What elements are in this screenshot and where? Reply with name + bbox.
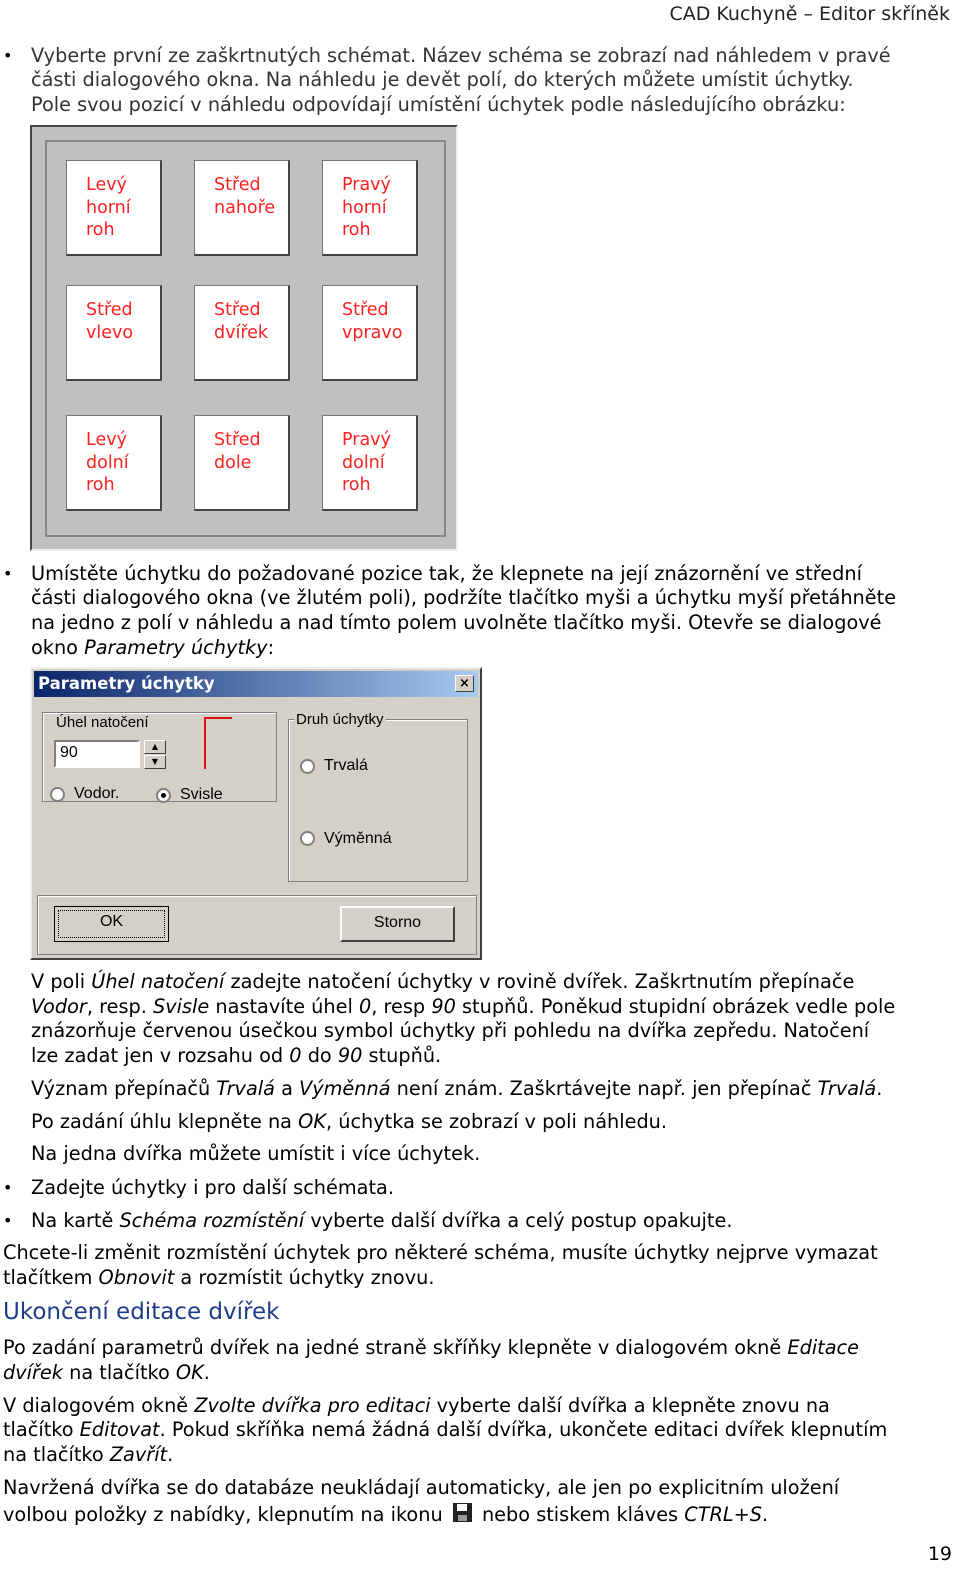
handle-symbol-vertical [204, 717, 206, 769]
bullet: • [3, 1211, 13, 1230]
text-line: okno Parametry úchytky: [31, 636, 275, 659]
close-button[interactable]: × [455, 675, 474, 692]
handle-parameters-dialog [30, 667, 482, 960]
text-line: dvířek na tlačítko OK. [3, 1361, 210, 1384]
text-line: Pole svou pozicí v náhledu odpovídají umístění úchytek podle následujícího obrázku: [31, 93, 846, 116]
text-line: na tlačítko Zavřít. [3, 1443, 174, 1466]
text-line: Chcete-li změnit rozmístění úchytek pro některé schéma, musíte úchytky nejprve vymazat [3, 1241, 878, 1264]
dialog-titlebar [34, 671, 478, 697]
grid-cell: Levý horní roh [66, 160, 162, 256]
type-group [288, 719, 468, 882]
text-line: na jedno z polí v náhledu a nad tímto polem uvolněte tlačítko myši. Otevře se dialogové [31, 611, 882, 634]
radio-replaceable-label: Výměnná [324, 830, 392, 847]
type-group-label: Druh úchytky [296, 711, 384, 728]
spin-up-button[interactable]: ▲ [144, 740, 166, 754]
cancel-button[interactable]: Storno [340, 906, 455, 942]
text-line: Umístěte úchytku do požadované pozice tak, že klepnete na její znázornění ve střední [31, 562, 862, 585]
handle-symbol-horizontal [204, 717, 232, 719]
radio-vertical[interactable] [156, 788, 171, 803]
text-line: Vodor, resp. Svisle nastavíte úhel 0, resp 90 stupňů. Poněkud stupidní obrázek vedle pole [31, 995, 896, 1018]
grid-cell: Střed nahoře [194, 160, 290, 256]
text-line: V dialogovém okně Zvolte dvířka pro editaci vyberte další dvířka a klepněte znovu na [3, 1394, 830, 1417]
text-line: části dialogového okna. Na náhledu je devět polí, do kterých můžete umístit úchytky. [31, 68, 854, 91]
text-line: volbou položky z nabídky, klepnutím na ikonu nebo stiskem kláves CTRL+S. [3, 1503, 769, 1526]
text-line: Vyberte první ze zaškrtnutých schémat. Název schéma se zobrazí nad náhledem v pravé [31, 44, 891, 67]
ok-button[interactable]: OK [54, 906, 169, 942]
page-header: CAD Kuchyně – Editor skříněk [669, 3, 950, 25]
text-line: Po zadání úhlu klepněte na OK, úchytka se zobrazí v poli náhledu. [31, 1110, 668, 1133]
grid-cell: Pravý dolní roh [322, 415, 418, 511]
text-line: tlačítko Editovat. Pokud skříňka nemá žádná další dvířka, ukončete editaci dvířek klepnutím [3, 1418, 888, 1441]
text-line: lze zadat jen v rozsahu od 0 do 90 stupňů. [31, 1044, 442, 1067]
grid-cell: Pravý horní roh [322, 160, 418, 256]
ok-focus-rect [58, 910, 165, 938]
text-line: Zadejte úchytky i pro další schémata. [31, 1176, 394, 1199]
page-number: 19 [927, 1543, 952, 1565]
handle-position-grid-figure [30, 125, 458, 551]
save-icon [453, 1503, 472, 1522]
text-line: Význam přepínačů Trvalá a Výměnná není znám. Zaškrtávejte např. jen přepínač Trvalá. [31, 1077, 883, 1100]
text-line: Na jedna dvířka můžete umístit i více úchytek. [31, 1142, 481, 1165]
grid-cell: Střed dole [194, 415, 290, 511]
text-line: Po zadání parametrů dvířek na jedné straně skříňky klepněte v dialogovém okně Editace [3, 1336, 860, 1359]
radio-vertical-label: Svisle [180, 786, 223, 803]
radio-replaceable[interactable] [300, 831, 315, 846]
radio-permanent-label: Trvalá [324, 757, 368, 774]
section-heading: Ukončení editace dvířek [3, 1299, 280, 1325]
text-line: Na kartě Schéma rozmístění vyberte další dvířka a celý postup opakujte. [31, 1209, 733, 1232]
bullet: • [3, 564, 13, 583]
text-line: části dialogového okna (ve žlutém poli), podržíte tlačítko myši a úchytku myší přetáhněte [31, 586, 897, 609]
grid-cell: Střed vpravo [322, 285, 418, 381]
radio-horizontal-label: Vodor. [74, 785, 120, 802]
radio-permanent[interactable] [300, 759, 315, 774]
text-line: tlačítkem Obnovit a rozmístit úchytky znovu. [3, 1266, 435, 1289]
spin-down-button[interactable]: ▼ [144, 755, 166, 769]
angle-input[interactable]: 90 [54, 740, 140, 768]
angle-group-label: Úhel natočení [56, 714, 149, 731]
dialog-title: Parametry úchytky [38, 674, 215, 693]
text-line: V poli Úhel natočení zadejte natočení úchytky v rovině dvířek. Zaškrtnutím přepínače [31, 970, 855, 993]
radio-horizontal[interactable] [50, 787, 65, 802]
bullet: • [3, 1178, 13, 1197]
text-line: Navržená dvířka se do databáze neukládají automaticky, ale jen po explicitním uložení [3, 1476, 840, 1499]
grid-cell: Střed dvířek [194, 285, 290, 381]
grid-cell: Levý dolní roh [66, 415, 162, 511]
text-line: znázorňuje červenou úsečkou symbol úchytky při pohledu na dvířka zepředu. Natočení [31, 1019, 870, 1042]
bullet: • [3, 46, 13, 65]
grid-cell: Střed vlevo [66, 285, 162, 381]
